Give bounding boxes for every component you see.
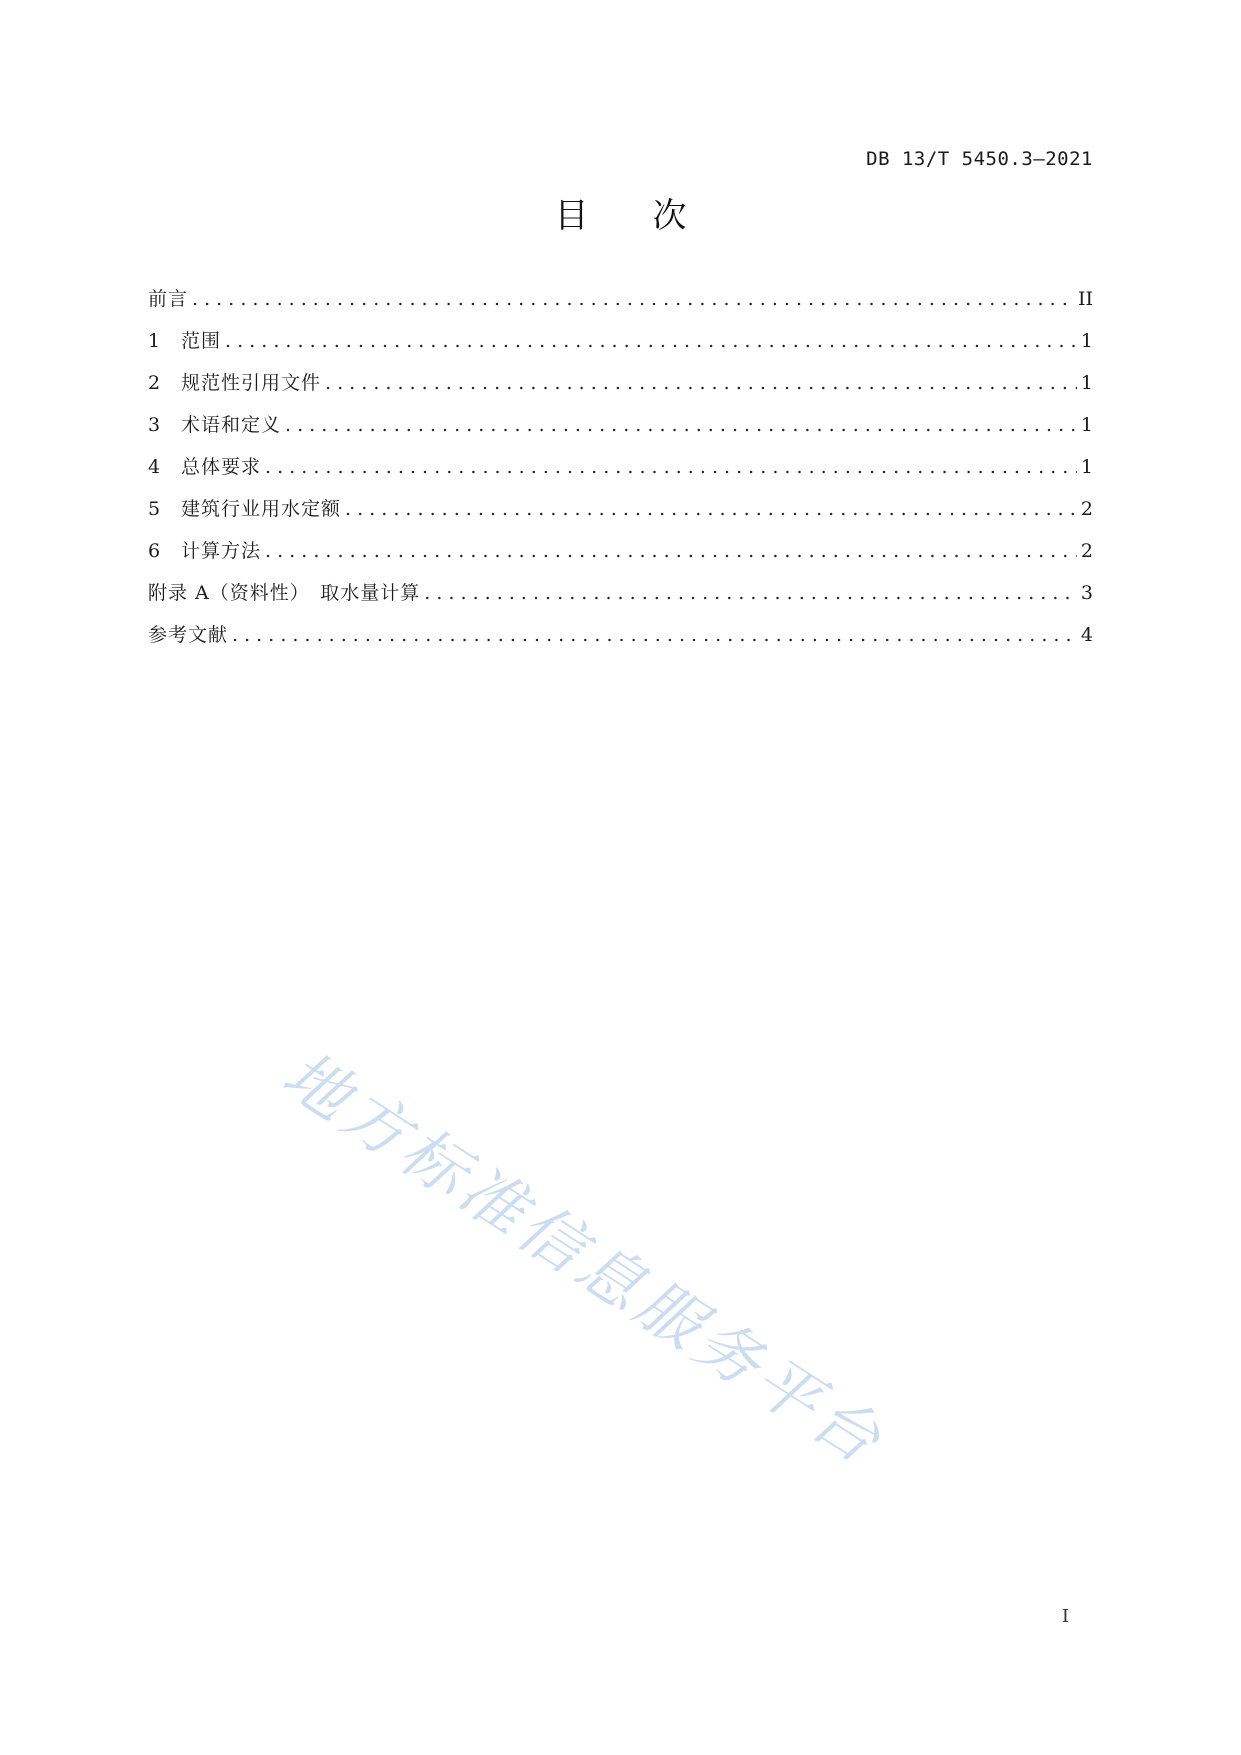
toc-entry-appendix-a[interactable] [148, 572, 1093, 614]
toc-leader-dots [232, 614, 1077, 656]
toc-entry-page: 4 [1080, 624, 1093, 646]
toc-entry-calculation-method[interactable] [148, 530, 1093, 572]
toc-leader-dots [265, 446, 1077, 488]
toc-entry-page: 1 [1080, 330, 1093, 352]
toc-entry-label: 计算方法 [181, 540, 262, 562]
toc-entry-label: 参考文献 [148, 624, 229, 646]
toc-entry-page: 1 [1080, 414, 1093, 436]
toc-entry-number: 3 [148, 414, 161, 436]
toc-entry-page: II [1077, 288, 1093, 310]
toc-entry-label: 附录 A（资料性） 取水量计算 [148, 582, 421, 604]
watermark: 地方标准信息服务平台 [269, 1037, 897, 1481]
page-number: I [1061, 1606, 1069, 1627]
toc-entry-page: 2 [1080, 540, 1093, 562]
toc-leader-dots [325, 362, 1077, 404]
toc-title-char-1: 目 [554, 196, 589, 236]
toc-leader-dots [225, 320, 1077, 362]
toc-entry-number: 6 [148, 540, 161, 562]
toc-title-char-2: 次 [652, 196, 687, 236]
toc-entry-bibliography[interactable] [148, 614, 1093, 656]
toc-leader-dots [265, 530, 1077, 572]
toc-entry-page: 1 [1080, 456, 1093, 478]
toc-entry-general-requirements[interactable] [148, 446, 1093, 488]
toc-entry-label: 总体要求 [181, 456, 262, 478]
toc-entry-number: 5 [148, 498, 161, 520]
toc-entry-water-quota[interactable] [148, 488, 1093, 530]
document-code: DB 13/T 5450.3—2021 [866, 148, 1093, 170]
toc-entry-page: 2 [1080, 498, 1093, 520]
toc-entry-label: 规范性引用文件 [181, 372, 322, 394]
toc-title [0, 188, 1241, 237]
toc-entry-number: 2 [148, 372, 161, 394]
toc-leader-dots [345, 488, 1077, 530]
toc-entry-scope[interactable] [148, 320, 1093, 362]
toc-entry-page: 3 [1080, 582, 1093, 604]
toc-entry-label: 范围 [181, 330, 222, 352]
toc-entry-number: 1 [148, 330, 161, 352]
toc-leader-dots [192, 278, 1074, 320]
toc-entry-number: 4 [148, 456, 161, 478]
toc-entry-normative-references[interactable] [148, 362, 1093, 404]
toc-entry-foreword[interactable] [148, 278, 1093, 320]
toc-entry-terms[interactable] [148, 404, 1093, 446]
toc-entry-label: 建筑行业用水定额 [181, 498, 342, 520]
toc-leader-dots [424, 572, 1077, 614]
toc-list [148, 278, 1093, 656]
toc-entry-label: 术语和定义 [181, 414, 282, 436]
toc-entry-page: 1 [1080, 372, 1093, 394]
toc-leader-dots [285, 404, 1077, 446]
toc-entry-label: 前言 [148, 288, 189, 310]
